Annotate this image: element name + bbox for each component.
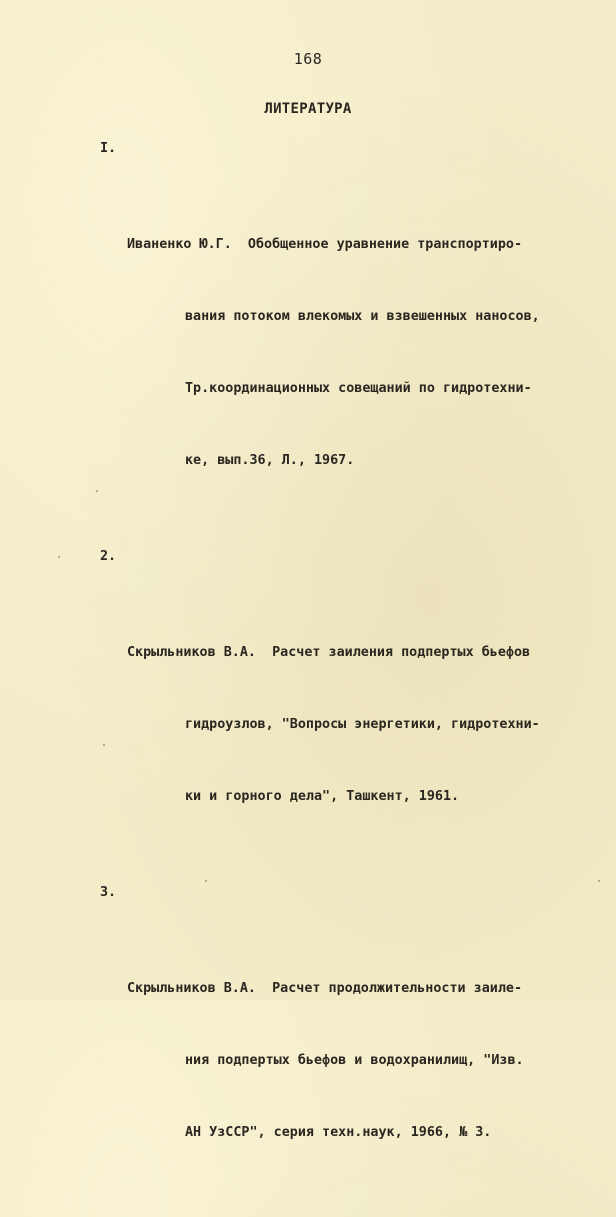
- paper-speck: [205, 880, 207, 882]
- reference-item: [100, 545, 596, 881]
- reference-line: Скрыльников В.А. Расчет заиления подпертых бьефов: [127, 645, 531, 660]
- page-number: 168: [293, 50, 323, 68]
- paper-speck: [58, 556, 60, 558]
- reference-item: [100, 137, 596, 545]
- paper-speck: [96, 490, 98, 492]
- reference-item: [100, 881, 596, 1217]
- reference-line: гидроузлов, "Вопросы энергетики, гидротехни-: [185, 717, 540, 732]
- reference-number: 3.: [100, 885, 117, 900]
- reference-line: Скрыльников В.А. Расчет продолжительности заиле-: [127, 981, 523, 996]
- reference-list: [100, 137, 596, 1217]
- paper-speck: [598, 880, 600, 882]
- section-heading: ЛИТЕРАТУРА: [264, 101, 352, 117]
- reference-line: Тр.координационных совещаний по гидротехни-: [185, 381, 532, 396]
- reference-number: I.: [100, 141, 117, 156]
- reference-number: 2.: [100, 549, 117, 564]
- reference-line: ке, вып.36, Л., 1967.: [185, 453, 355, 468]
- reference-line: АН УзССР", серия техн.наук, 1966, № 3.: [185, 1125, 492, 1140]
- reference-line: вания потоком влекомых и взвешенных наносов,: [185, 309, 540, 324]
- paper-speck: [103, 744, 105, 746]
- reference-line: ния подпертых бьефов и водохранилищ, "Изв.: [185, 1053, 524, 1068]
- reference-line: Иваненко Ю.Г. Обобщенное уравнение транспортиро-: [127, 237, 523, 252]
- reference-line: ки и горного дела", Ташкент, 1961.: [185, 789, 460, 804]
